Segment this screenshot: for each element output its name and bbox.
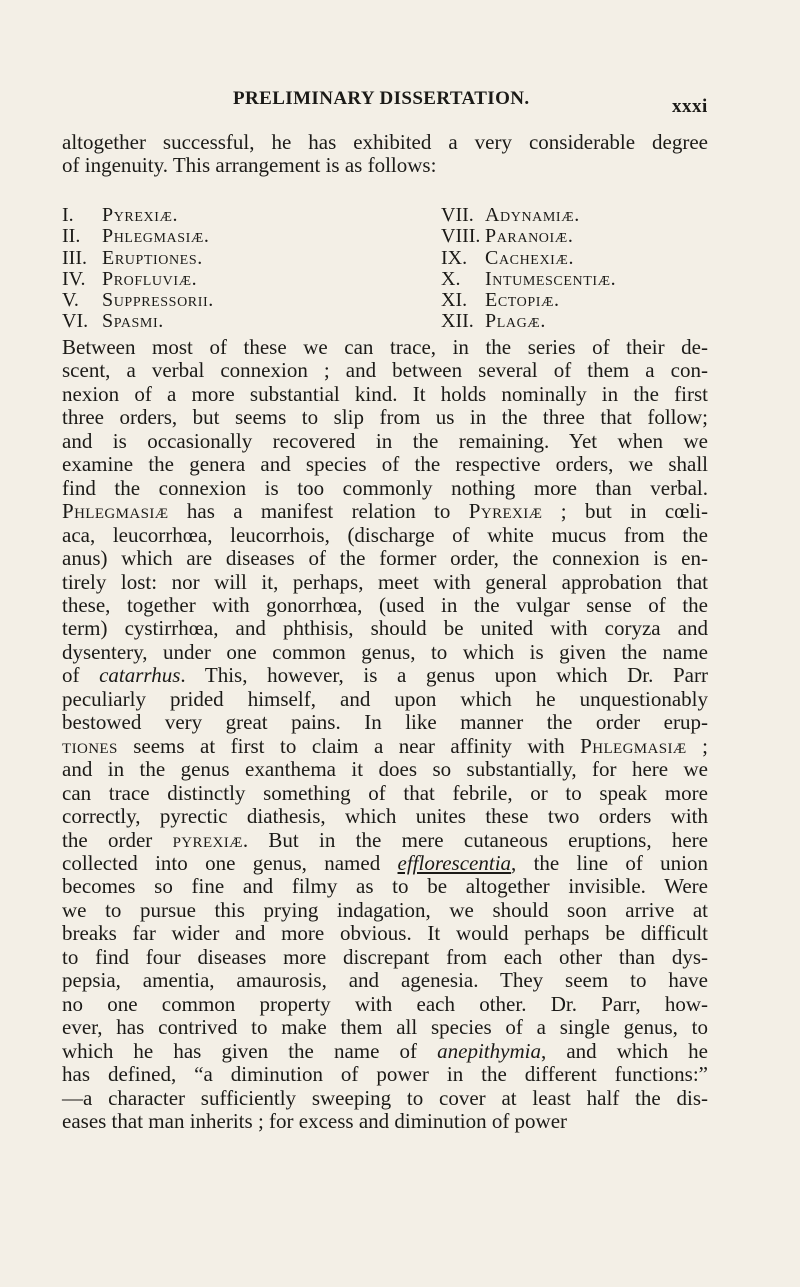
text-run: ; but in cœli- xyxy=(542,499,708,524)
class-name: Ectopiæ. xyxy=(485,289,560,312)
text-run: seems at first to claim a near affinity with xyxy=(117,733,581,758)
order-name: Pyrexiæ xyxy=(468,499,543,524)
text-line xyxy=(62,664,708,687)
class-number: III. xyxy=(62,246,87,269)
class-item xyxy=(62,248,214,269)
class-number: XI. xyxy=(441,289,468,312)
text-line: aca, leucorrhœa, leucorrhois, (discharge of white mucus from the xyxy=(62,522,708,547)
text-line: tirely lost: nor will it, perhaps, meet with general approbation that xyxy=(62,569,708,594)
text-line: to find four diseases more discrepant from each other than dys- xyxy=(62,944,708,969)
class-name: Intumescentiæ. xyxy=(485,267,617,290)
class-item xyxy=(441,290,616,311)
class-number: I. xyxy=(62,204,74,226)
class-number: VII. xyxy=(441,204,474,226)
class-name: Eruptiones. xyxy=(102,246,203,269)
class-item xyxy=(62,290,214,311)
class-number: X. xyxy=(441,267,461,290)
class-name: Adynamiæ. xyxy=(485,204,580,226)
text-line: anus) which are diseases of the former order, the connexion is en- xyxy=(62,546,708,571)
text-line xyxy=(62,1040,708,1063)
text-line: and is occasionally recovered in the remaining. Yet when we xyxy=(62,428,708,453)
class-name: Plagæ. xyxy=(485,310,546,333)
text-run: the order xyxy=(62,827,173,852)
class-item xyxy=(441,205,616,226)
text-line xyxy=(62,829,708,852)
text-run: . This, however, is a genus upon which Dr. Parr xyxy=(180,663,708,688)
text-line: correctly, pyrectic diathesis, which unites these two orders with xyxy=(62,804,708,829)
text-line: nexion of a more substantial kind. It holds nominally in the first xyxy=(62,381,708,406)
text-run: , and which he xyxy=(540,1038,708,1063)
class-item xyxy=(62,311,214,332)
text-line: term) cystirrhœa, and phthisis, should be united with coryza and xyxy=(62,616,708,641)
class-number: IV. xyxy=(62,267,86,290)
text-line: find the connexion is too commonly nothing more than verbal. xyxy=(62,475,708,500)
class-name: Pyrexiæ. xyxy=(102,204,179,226)
text-line: altogether successful, he has exhibited a very considerable degree xyxy=(62,130,708,154)
class-name: Paranoiæ. xyxy=(485,225,574,248)
order-name: pyrexiæ xyxy=(172,827,243,852)
class-number: V. xyxy=(62,289,79,312)
text-line: has defined, “a diminution of power in the different functions:” xyxy=(62,1062,708,1087)
class-name: Profluviæ. xyxy=(102,267,198,290)
class-item xyxy=(62,205,214,226)
text-line: scent, a verbal connexion ; and between several of them a con- xyxy=(62,358,708,383)
text-line: peculiarly prided himself, and upon which he unquestionably xyxy=(62,686,708,711)
classes-list-right xyxy=(441,205,616,333)
class-number: IX. xyxy=(441,246,468,269)
text-line: breaks far wider and more obvious. It would perhaps be difficult xyxy=(62,921,708,946)
text-run: of xyxy=(62,663,100,688)
text-line: ever, has contrived to make them all species of a single genus, to xyxy=(62,1015,708,1040)
text-line: pepsia, amentia, amaurosis, and agenesia. They seem to have xyxy=(62,968,708,993)
text-line: bestowed very great pains. In like manner the order erup- xyxy=(62,710,708,735)
classes-list-left xyxy=(62,205,214,333)
text-line: of ingenuity. This arrangement is as follows: xyxy=(62,153,437,177)
text-line xyxy=(62,500,708,523)
class-number: VIII. xyxy=(441,225,481,248)
text-line: these, together with gonorrhœa, (used in the vulgar sense of the xyxy=(62,592,708,617)
class-item xyxy=(441,226,616,247)
text-line: Between most of these we can trace, in the series of their de- xyxy=(62,335,708,359)
class-item xyxy=(62,226,214,247)
class-number: VI. xyxy=(62,310,89,333)
intro-paragraph xyxy=(62,131,708,177)
order-name: Phlegmasiæ xyxy=(580,733,687,758)
class-name: Cachexiæ. xyxy=(485,246,575,269)
text-line: examine the genera and species of the respective orders, we shall xyxy=(62,452,708,477)
order-name: Phlegmasiæ xyxy=(62,499,169,524)
class-item xyxy=(62,269,214,290)
class-name: Spasmi. xyxy=(102,310,164,333)
text-line: —a character sufficiently sweeping to cover at least half the dis- xyxy=(62,1085,708,1110)
text-run: which he has given the name of xyxy=(62,1038,438,1063)
running-title: PRELIMINARY DISSERTATION. xyxy=(233,88,530,109)
text-run: , the line of union xyxy=(511,850,708,875)
class-number: XII. xyxy=(441,310,474,333)
class-item xyxy=(441,311,616,332)
genus-name: efflorescentia xyxy=(397,850,512,875)
text-line: dysentery, under one common genus, to which is given the name xyxy=(62,639,708,664)
text-line: can trace distinctly something of that febrile, or to speak more xyxy=(62,780,708,805)
genus-name: catarrhus xyxy=(99,663,181,688)
class-item xyxy=(441,248,616,269)
class-number: II. xyxy=(62,225,81,248)
class-name: Phlegmasiæ. xyxy=(102,225,210,248)
class-name: Suppressorii. xyxy=(102,289,214,312)
text-line: and in the genus exanthema it does so substantially, for here we xyxy=(62,757,708,782)
text-run: has a manifest relation to xyxy=(168,499,469,524)
class-item xyxy=(441,269,616,290)
text-line xyxy=(62,852,708,875)
text-line: three orders, but seems to slip from us in the three that follow; xyxy=(62,405,708,430)
text-line: we to pursue this prying indagation, we should soon arrive at xyxy=(62,897,708,922)
text-line: becomes so fine and filmy as to be altogether invisible. Were xyxy=(62,874,708,899)
genus-name: anepithymia xyxy=(437,1038,541,1063)
text-run: ; xyxy=(686,733,708,758)
text-line: eases that man inherits ; for excess and diminution of power xyxy=(62,1108,568,1133)
page-number: xxxi xyxy=(672,96,708,117)
order-name: tiones xyxy=(62,733,118,758)
text-run: . But in the mere cutaneous eruptions, here xyxy=(242,827,709,852)
text-run: collected into one genus, named xyxy=(62,850,398,875)
body-paragraph xyxy=(62,336,708,1133)
text-line xyxy=(62,735,708,758)
text-line: no one common property with each other. Dr. Parr, how- xyxy=(62,991,708,1016)
